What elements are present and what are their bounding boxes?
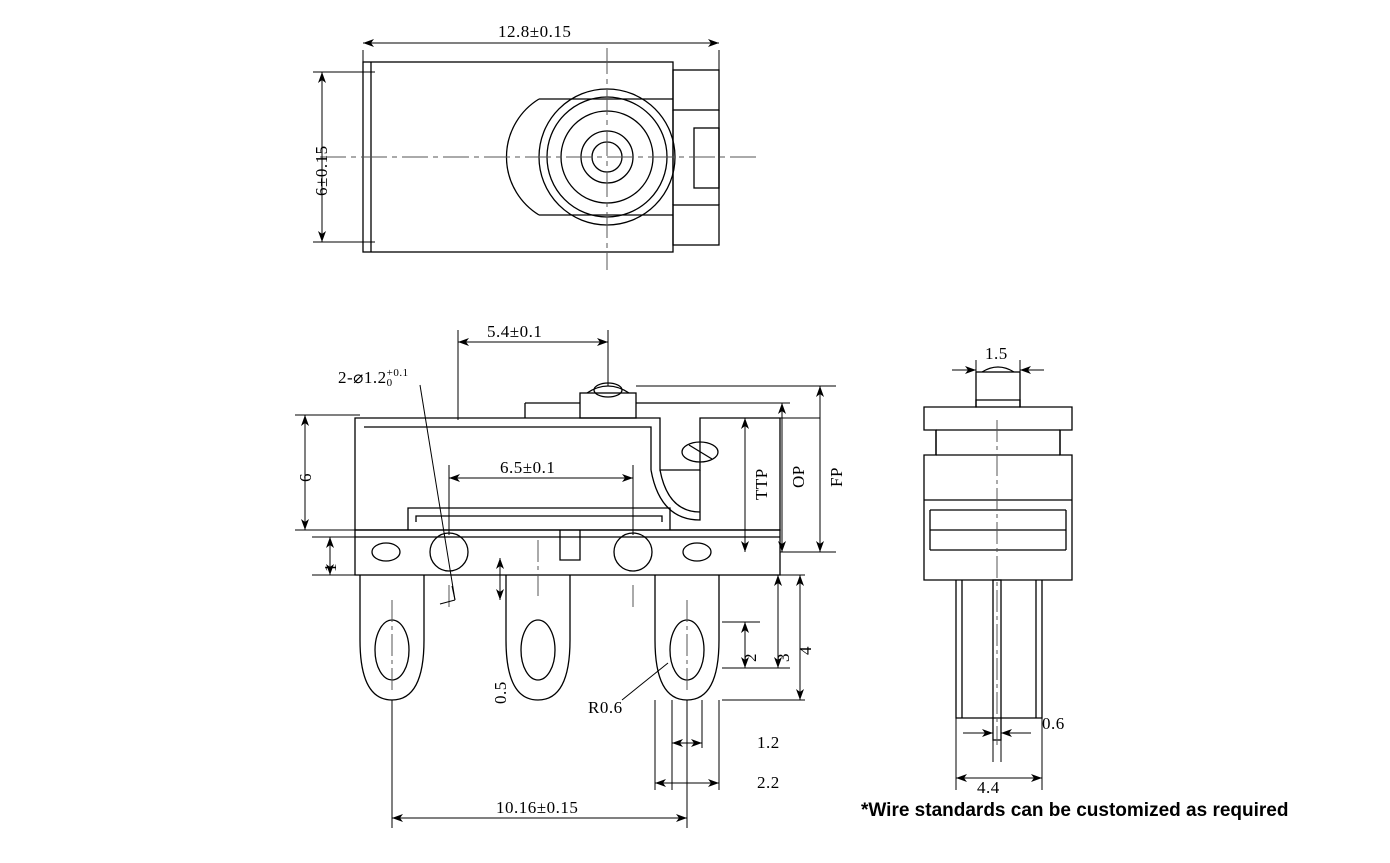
dim-side-plunger-width: 1.5 bbox=[985, 344, 1008, 363]
dim-terminal-len-4: 4 bbox=[796, 646, 815, 655]
dim-base-thickness: 1 bbox=[321, 563, 340, 572]
hole-spec-prefix: 2-⌀1.2 bbox=[338, 368, 387, 387]
hole-tol-upper: +0.1 bbox=[386, 367, 409, 380]
hole-tol-lower: 0 bbox=[386, 377, 393, 390]
dim-corner-radius: R0.6 bbox=[588, 698, 623, 717]
dim-side-base-width: 4.4 bbox=[977, 778, 1000, 797]
customization-note: *Wire standards can be customized as required bbox=[861, 800, 1289, 821]
dim-terminal-len-2: 2 bbox=[741, 653, 760, 662]
dim-plunger-offset: 5.4±0.1 bbox=[487, 322, 543, 341]
dim-travel-op: OP bbox=[789, 465, 808, 488]
dim-top-width: 12.8±0.15 bbox=[498, 22, 572, 41]
hole-spec-tolerance bbox=[387, 368, 409, 388]
view-front bbox=[355, 383, 780, 700]
dim-side-pin-width: 0.6 bbox=[1042, 714, 1065, 733]
dim-mount-pitch: 10.16±0.15 bbox=[496, 798, 579, 817]
dim-terminal-width-inner: 1.2 bbox=[757, 733, 780, 752]
dim-terminal-len-3: 3 bbox=[774, 653, 793, 662]
dim-hole-pitch: 6.5±0.1 bbox=[500, 458, 556, 477]
dim-travel-fp: FP bbox=[827, 467, 846, 487]
dim-hole-spec bbox=[338, 368, 409, 389]
view-side bbox=[924, 367, 1072, 740]
dim-terminal-width-outer: 2.2 bbox=[757, 773, 780, 792]
dim-terminal-gap: 0.5 bbox=[491, 681, 510, 704]
dim-body-height: 6 bbox=[296, 473, 315, 482]
dim-top-height: 6±0.15 bbox=[312, 145, 331, 196]
dim-travel-ttp: TTP bbox=[752, 468, 771, 500]
